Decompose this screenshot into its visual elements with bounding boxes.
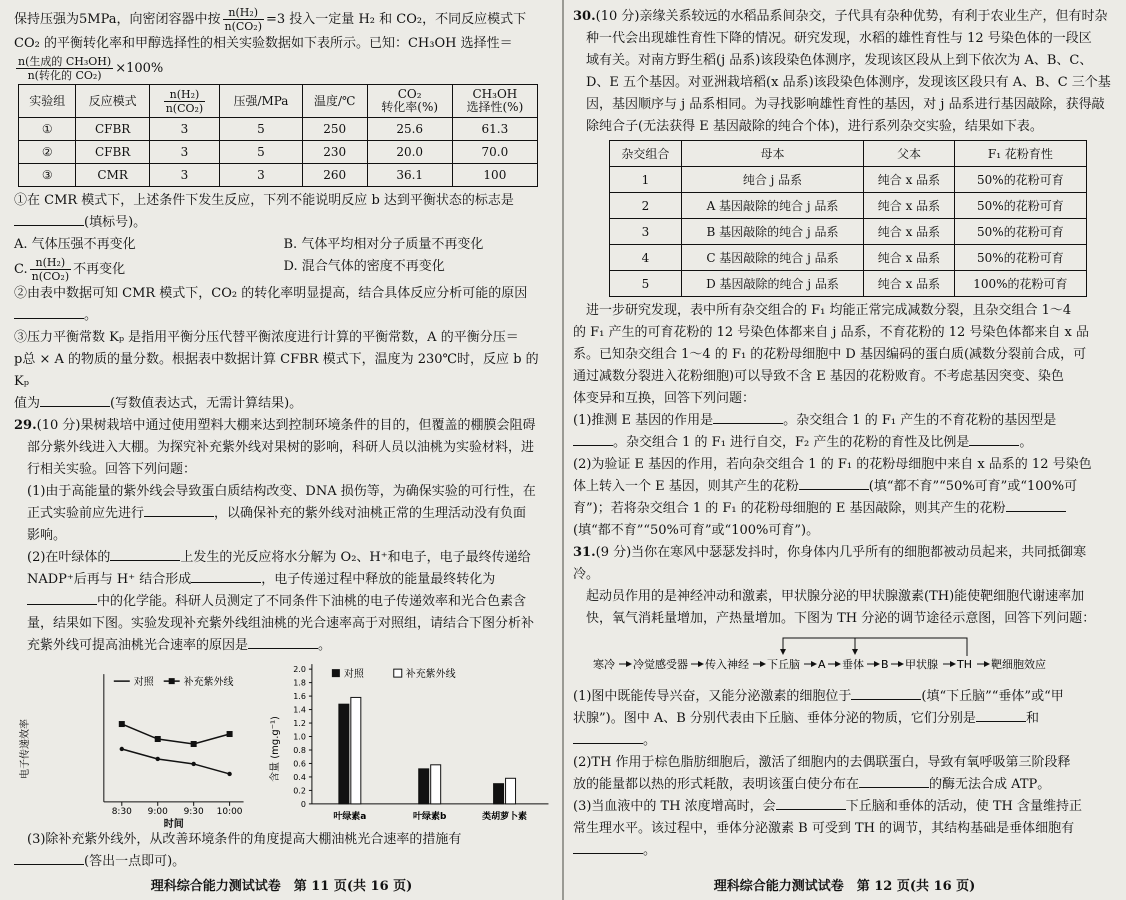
answer-blank[interactable] — [776, 796, 846, 810]
question-31-line-3: 快，氧气消耗量增加，产热量增加。下图为 TH 分泌的调节途径示意图，回答下列问题： — [586, 611, 1096, 626]
figures-row — [14, 659, 553, 829]
data-point — [227, 731, 233, 737]
intro-line-3: $\frac{\text{n(生成的 CH₃OH)}}{\text{n(转化的 CO₂)}}$ ×100% — [18, 55, 164, 82]
y-tick-label: 0.6 — [292, 759, 306, 769]
y-tick-label: 1.2 — [292, 719, 306, 729]
question-29-3-line-2: (答出一点即可)。 — [14, 851, 553, 873]
paragraph-2-line-3: 系。已知杂交组合 1～4 的 F₁ 的花粉母细胞中 D 基因编码的蛋白质(减数分裂前合成，可 — [573, 347, 1087, 362]
question-30-line-3: 域有关。对南方野生稻(j 品系)该段染色体测序，发现该区段从上到下依次为 A、B、C、 — [586, 53, 1093, 68]
x-tick-label: 类胡萝卜素 — [481, 811, 527, 822]
question-30-line-4: D、E 五个基因。对亚洲栽培稻(x 品系)该段染色体测序，发现该区段只有 A、B、C 三个基 — [586, 75, 1111, 90]
question-number: 30. — [573, 9, 596, 24]
question-2-text: ②由表中数据可知 CMR 模式下，CO₂ 的转化率明显提高，结合具体反应分析可能的原因 — [14, 286, 528, 301]
answer-blank[interactable] — [713, 410, 783, 424]
th-female: 母本 — [681, 141, 863, 167]
bar-chart-legend — [331, 667, 455, 680]
series-line-1 — [122, 724, 230, 744]
answer-blank[interactable] — [851, 686, 921, 700]
data-point — [119, 721, 125, 727]
legend-marker-uv — [169, 678, 175, 684]
page-footer-left: 理科综合能力测试试卷 第 11 页(共 16 页) — [150, 879, 413, 894]
question-number: 31. — [573, 545, 596, 560]
question-30-2-line-2: 体上转入一个 E 基因，则其产生的花粉 (填“都不育”“50%可育”或“100%可 — [573, 476, 1112, 498]
data-point — [191, 741, 197, 747]
th-group: 实验组 — [19, 85, 76, 118]
intro-line-1: 保持压强为5MPa，向密闭容器中按 $\frac{\text{n(H₂)}}{\text{n(CO₂)}}$ =3 投入一定量 H₂ 和 CO₂，不同反应模式下 — [14, 6, 527, 33]
node-B: B — [881, 658, 889, 671]
bar — [350, 697, 360, 803]
question-29-2-line-1: (2)在叶绿体的 上发生的光反应将水分解为 O₂、H⁺和电子，电子最终传递给 — [14, 547, 553, 569]
answer-blank[interactable] — [191, 569, 261, 583]
question-30-2-line-4: (填“都不育”“50%可育”或“100%可育”)。 — [573, 523, 820, 538]
question-30-1-line-1: (1)推测 E 基因的作用是 。杂交组合 1 的 F₁ 产生的不育花粉的基因型是 — [573, 410, 1112, 432]
question-3-line-3: 值为 (写数值表达式，无需计算结果)。 — [14, 393, 553, 415]
reaction-data-table — [18, 84, 538, 187]
answer-blank[interactable] — [248, 635, 318, 649]
node-cold: 寒冷 — [593, 658, 615, 671]
cross-results-table — [609, 140, 1087, 297]
legend-label-control: 对照 — [133, 677, 154, 689]
table-row: 2 A 基因敲除的纯合 j 品系 纯合 x 品系 50%的花粉可育 — [610, 193, 1087, 219]
node-hypothalamus: 下丘脑 — [767, 658, 800, 671]
bar — [493, 784, 503, 804]
y-tick-label: 1.8 — [292, 678, 306, 688]
legend-label-uv: 补充紫外线 — [405, 669, 456, 681]
th-fertility: F₁ 花粉育性 — [954, 141, 1086, 167]
options-row-2 — [14, 256, 553, 283]
bar — [418, 769, 428, 804]
th-conversion: CO₂ 转化率(%) — [367, 85, 452, 118]
answer-blank[interactable] — [14, 212, 84, 226]
legend-swatch-uv — [393, 669, 401, 677]
question-29-2-line-3: 中的化学能。科研人员测定了不同条件下油桃的电子传递效率和光合色素含 — [14, 591, 553, 613]
x-tick-label: 10:00 — [216, 806, 243, 817]
question-31-line-1: 31.(9 分)当你在寒风中瑟瑟发抖时，你身体内几乎所有的细胞都被动员起来，共同抵御寒冷。 — [573, 545, 1087, 582]
y-tick-label: 1.6 — [292, 692, 306, 702]
data-point — [227, 772, 231, 776]
data-point — [155, 736, 161, 742]
question-30-2-line-3: 育”)；若将杂交组合 1 的 F₁ 的花粉母细胞的 E 基因敲除，则其产生的花粉 — [573, 498, 1112, 520]
question-29-line-3: 行相关实验。回答下列问题： — [27, 462, 197, 477]
question-29-3-line-1: (3)除补充紫外线外，从改善环境条件的角度提高大棚油桃光合速率的措施有 — [27, 832, 462, 847]
answer-blank[interactable] — [859, 774, 929, 788]
table-header-row — [610, 141, 1087, 167]
legend-label-uv: 补充紫外线 — [183, 677, 234, 689]
line-chart-ylabel: 电子传递效率 — [19, 719, 31, 779]
feedback-arrow-hypothalamus — [783, 638, 967, 656]
x-tick-label: 9:00 — [147, 806, 168, 817]
question-30-2-line-1: (2)为验证 E 基因的作用，若向杂交组合 1 的 F₁ 的花粉母细胞中来自 x 品系的 12 号染色 — [573, 457, 1092, 472]
answer-blank[interactable] — [573, 840, 643, 854]
th-temperature: 温度/℃ — [302, 85, 367, 118]
line-chart-legend — [114, 675, 234, 688]
legend-swatch-control — [331, 669, 339, 677]
page-footer-right: 理科综合能力测试试卷 第 12 页(共 16 页) — [713, 879, 976, 894]
data-point — [156, 757, 160, 761]
question-3-line-2: p总 × A 的物质的量分数。根据表中数据计算 CFBR 模式下，温度为 230℃时，反应 b 的 Kₚ — [14, 352, 539, 389]
bar — [338, 704, 348, 804]
answer-blank[interactable] — [27, 591, 97, 605]
th-male: 父本 — [864, 141, 955, 167]
right-page — [563, 0, 1126, 900]
question-30-line-6: 除纯合子(无法获得 E 基因敲除的纯合个体)，进行系列杂交实验，结果如下表。 — [586, 119, 1043, 134]
th-mode: 反应模式 — [76, 85, 149, 118]
answer-blank[interactable] — [976, 708, 1026, 722]
y-tick-label: 0 — [300, 799, 306, 809]
th-selectivity: CH₃OH 选择性(%) — [452, 85, 537, 118]
question-31-3-line-2: 常生理水平。该过程中，垂体分泌激素 B 可受到 TH 的调节，其结构基础是垂体细胞有 — [573, 821, 1075, 836]
question-30-line-1: 30.(10 分)亲缘关系较远的水稻品系间杂交，子代具有杂种优势，有利于农业生产，但有时杂 — [573, 9, 1108, 24]
node-receptor: 冷觉感受器 — [633, 658, 688, 671]
question-30-line-2: 种一代会出现雄性育性下降的情况。研究发现，水稻的雄性育性与 12 号染色体的一段区 — [586, 31, 1092, 46]
question-3-line-1: ③压力平衡常数 Kₚ 是指用平衡分压代替平衡浓度进行计算的平衡常数，A 的平衡分压＝ — [14, 330, 519, 345]
table-row: ② CFBR 3 5 230 20.0 70.0 — [19, 141, 538, 164]
question-30-1-line-2: 。杂交组合 1 的 F₁ 进行自交，F₂ 产生的花粉的育性及比例是 。 — [573, 432, 1112, 454]
option-d[interactable]: D. 混合气体的密度不再变化 — [283, 259, 445, 274]
x-tick-label: 9:30 — [183, 806, 204, 817]
data-point — [120, 747, 124, 751]
paragraph-2-line-2: 的 F₁ 产生的可育花粉的 12 号染色体都来自 j 品系，不育花粉的 12 号染色体都来自 x 品 — [573, 325, 1090, 340]
th-pressure: 压强/MPa — [220, 85, 303, 118]
table-row: ③ CMR 3 3 260 36.1 100 — [19, 164, 538, 187]
question-31-1-line-1: (1)图中既能传导兴奋，又能分泌激素的细胞位于 (填“下丘脑”“垂体”或“甲 — [573, 686, 1112, 708]
table-row: 5 D 基因敲除的纯合 j 品系 纯合 x 品系 100%的花粉可育 — [610, 271, 1087, 297]
intro-line-2: CO₂ 的平衡转化率和甲醇选择性的相关实验数据如下表所示。已知：CH₃OH 选择性＝ — [14, 36, 513, 51]
question-29-1-line-2: 正式实验前应先进行 ，以确保补充的紫外线对油桃正常的生理活动没有负面 — [14, 503, 553, 525]
table-header-row — [19, 85, 538, 118]
pigment-bar-chart — [264, 659, 553, 829]
question-1-blank-line: (填标号)。 — [14, 212, 553, 234]
th-ratio: $\frac{\text{n(H₂)}}{\text{n(CO₂)}}$ — [149, 85, 219, 118]
answer-blank[interactable] — [40, 393, 110, 407]
y-tick-label: 0.2 — [292, 786, 306, 796]
question-31-2-line-2: 放的能量都以热的形式耗散，表明该蛋白使分布在 的酶无法合成 ATP。 — [573, 774, 1112, 796]
question-1-text: ①在 CMR 模式下，上述条件下发生反应，下列不能说明反应 b 达到平衡状态的标志是 — [14, 193, 514, 208]
question-31-1-line-3: 。 — [573, 730, 1112, 752]
option-b[interactable]: B. 气体平均相对分子质量不再变化 — [283, 237, 484, 252]
answer-blank[interactable] — [573, 730, 643, 744]
fraction-h2-co2: $\frac{\text{n(H₂)}}{\text{n(CO₂)}}$ — [224, 6, 263, 33]
node-target-effect: 靶细胞效应 — [991, 658, 1046, 671]
y-tick-label: 2.0 — [292, 665, 306, 675]
question-29-2-line-5: 充紫外线可提高油桃光合速率的原因是 。 — [14, 635, 553, 657]
question-number: 29. — [14, 418, 37, 433]
question-29-line-1: 29.(10 分)果树栽培中通过使用塑料大棚来达到控制环境条件的目的，但覆盖的棚膜会阻碍 — [14, 418, 536, 433]
answer-blank[interactable] — [1006, 498, 1066, 512]
paragraph-2-line-5: 体变异和互换，回答下列问题： — [573, 391, 756, 406]
table-row: ① CFBR 3 5 250 25.6 61.3 — [19, 118, 538, 141]
answer-blank[interactable] — [14, 851, 84, 865]
answer-blank[interactable] — [573, 432, 613, 446]
legend-label-control: 对照 — [343, 669, 364, 681]
answer-blank[interactable] — [969, 432, 1019, 446]
bar — [430, 765, 440, 804]
node-A: A — [818, 658, 826, 671]
th-cross: 杂交组合 — [610, 141, 682, 167]
table-row: 1 纯合 j 品系 纯合 x 品系 50%的花粉可育 — [610, 167, 1087, 193]
question-29-2-line-4: 量，结果如下图。实验发现补充紫外线组油桃的光合速率高于对照组，请结合下图分析补 — [27, 616, 535, 631]
paragraph-2-line-1: 进一步研究发现，表中所有杂交组合的 F₁ 均能正常完成减数分裂，且杂交组合 1～4 — [586, 303, 1072, 318]
paragraph-2-line-4: 通过减数分裂进入花粉细胞)可以导致不含 E 基因的花粉败育。不考虑基因突变、染色 — [573, 369, 1064, 384]
answer-blank[interactable] — [14, 305, 84, 319]
bar — [505, 778, 515, 804]
options-row-1 — [14, 234, 553, 256]
question-31-1-line-2: 状腺”)。图中 A、B 分别代表由下丘脑、垂体分泌的物质，它们分别是 和 — [573, 708, 1112, 730]
question-31-line-2: 起动员作用的是神经冲动和激素，甲状腺分泌的甲状腺激素(TH)能使靶细胞代谢速率加 — [586, 589, 1085, 604]
node-afferent-nerve: 传入神经 — [705, 658, 749, 671]
y-tick-label: 0.8 — [292, 745, 306, 755]
series-line-0 — [122, 749, 230, 774]
answer-blank[interactable] — [110, 547, 180, 561]
question-31-3-line-3: 。 — [573, 840, 1112, 862]
fraction-selectivity: $\frac{\text{n(生成的 CH₃OH)}}{\text{n(转化的 CO₂)}}$ — [18, 55, 112, 82]
x-tick-label: 8:30 — [111, 806, 132, 817]
data-point — [191, 762, 195, 766]
node-TH: TH — [957, 658, 972, 671]
x-tick-label: 叶绿素b — [412, 811, 446, 822]
question-29-1-line-3: 影响。 — [27, 528, 67, 543]
question-31-2-line-1: (2)TH 作用于棕色脂肪细胞后，激活了细胞内的去偶联蛋白，导致有氧呼吸第三阶段释 — [573, 755, 1071, 770]
table-row: 3 B 基因敲除的纯合 j 品系 纯合 x 品系 50%的花粉可育 — [610, 219, 1087, 245]
node-pituitary: 垂体 — [842, 658, 864, 671]
node-thyroid: 甲状腺 — [905, 658, 938, 671]
option-c[interactable]: C. $\frac{\text{n(H₂)}}{\text{n(CO₂)}}$ 不再变化 — [14, 256, 126, 283]
line-chart-xlabel: 时间 — [163, 818, 184, 829]
y-tick-label: 1.4 — [292, 705, 306, 715]
question-29-1-line-1: (1)由于高能量的紫外线会导致蛋白质结构改变、DNA 损伤等，为确保实验的可行性，在 — [27, 484, 536, 499]
question-29-line-2: 部分紫外线进入大棚。为探究补充紫外线对果树的影响，科研人员以油桃为实验材料，进 — [27, 440, 535, 455]
th-regulation-diagram — [593, 630, 1113, 682]
electron-transfer-line-chart — [14, 659, 264, 829]
table-row: 4 C 基因敲除的纯合 j 品系 纯合 x 品系 50%的花粉可育 — [610, 245, 1087, 271]
y-tick-label: 0.4 — [292, 772, 306, 782]
answer-blank[interactable] — [144, 503, 214, 517]
answer-blank[interactable] — [799, 476, 869, 490]
bar-chart-ylabel: 含量 (mg.g⁻¹) — [269, 716, 281, 782]
question-29-2-line-2: NADP⁺后再与 H⁺ 结合形成 ，电子传递过程中释放的能量最终转化为 — [14, 569, 553, 591]
question-31-3-line-1: (3)当血液中的 TH 浓度增高时，会 下丘脑和垂体的活动，使 TH 含量维持正 — [573, 796, 1112, 818]
question-2-blank-line: 。 — [14, 305, 553, 327]
x-tick-label: 叶绿素a — [332, 811, 366, 822]
y-tick-label: 1.0 — [292, 732, 306, 742]
question-30-line-5: 因，基因顺序与 j 品系相同。为寻找影响雄性育性的基因，对 j 品系进行基因敲除，获得敲 — [586, 97, 1105, 112]
option-a[interactable]: A. 气体压强不再变化 — [14, 237, 136, 252]
